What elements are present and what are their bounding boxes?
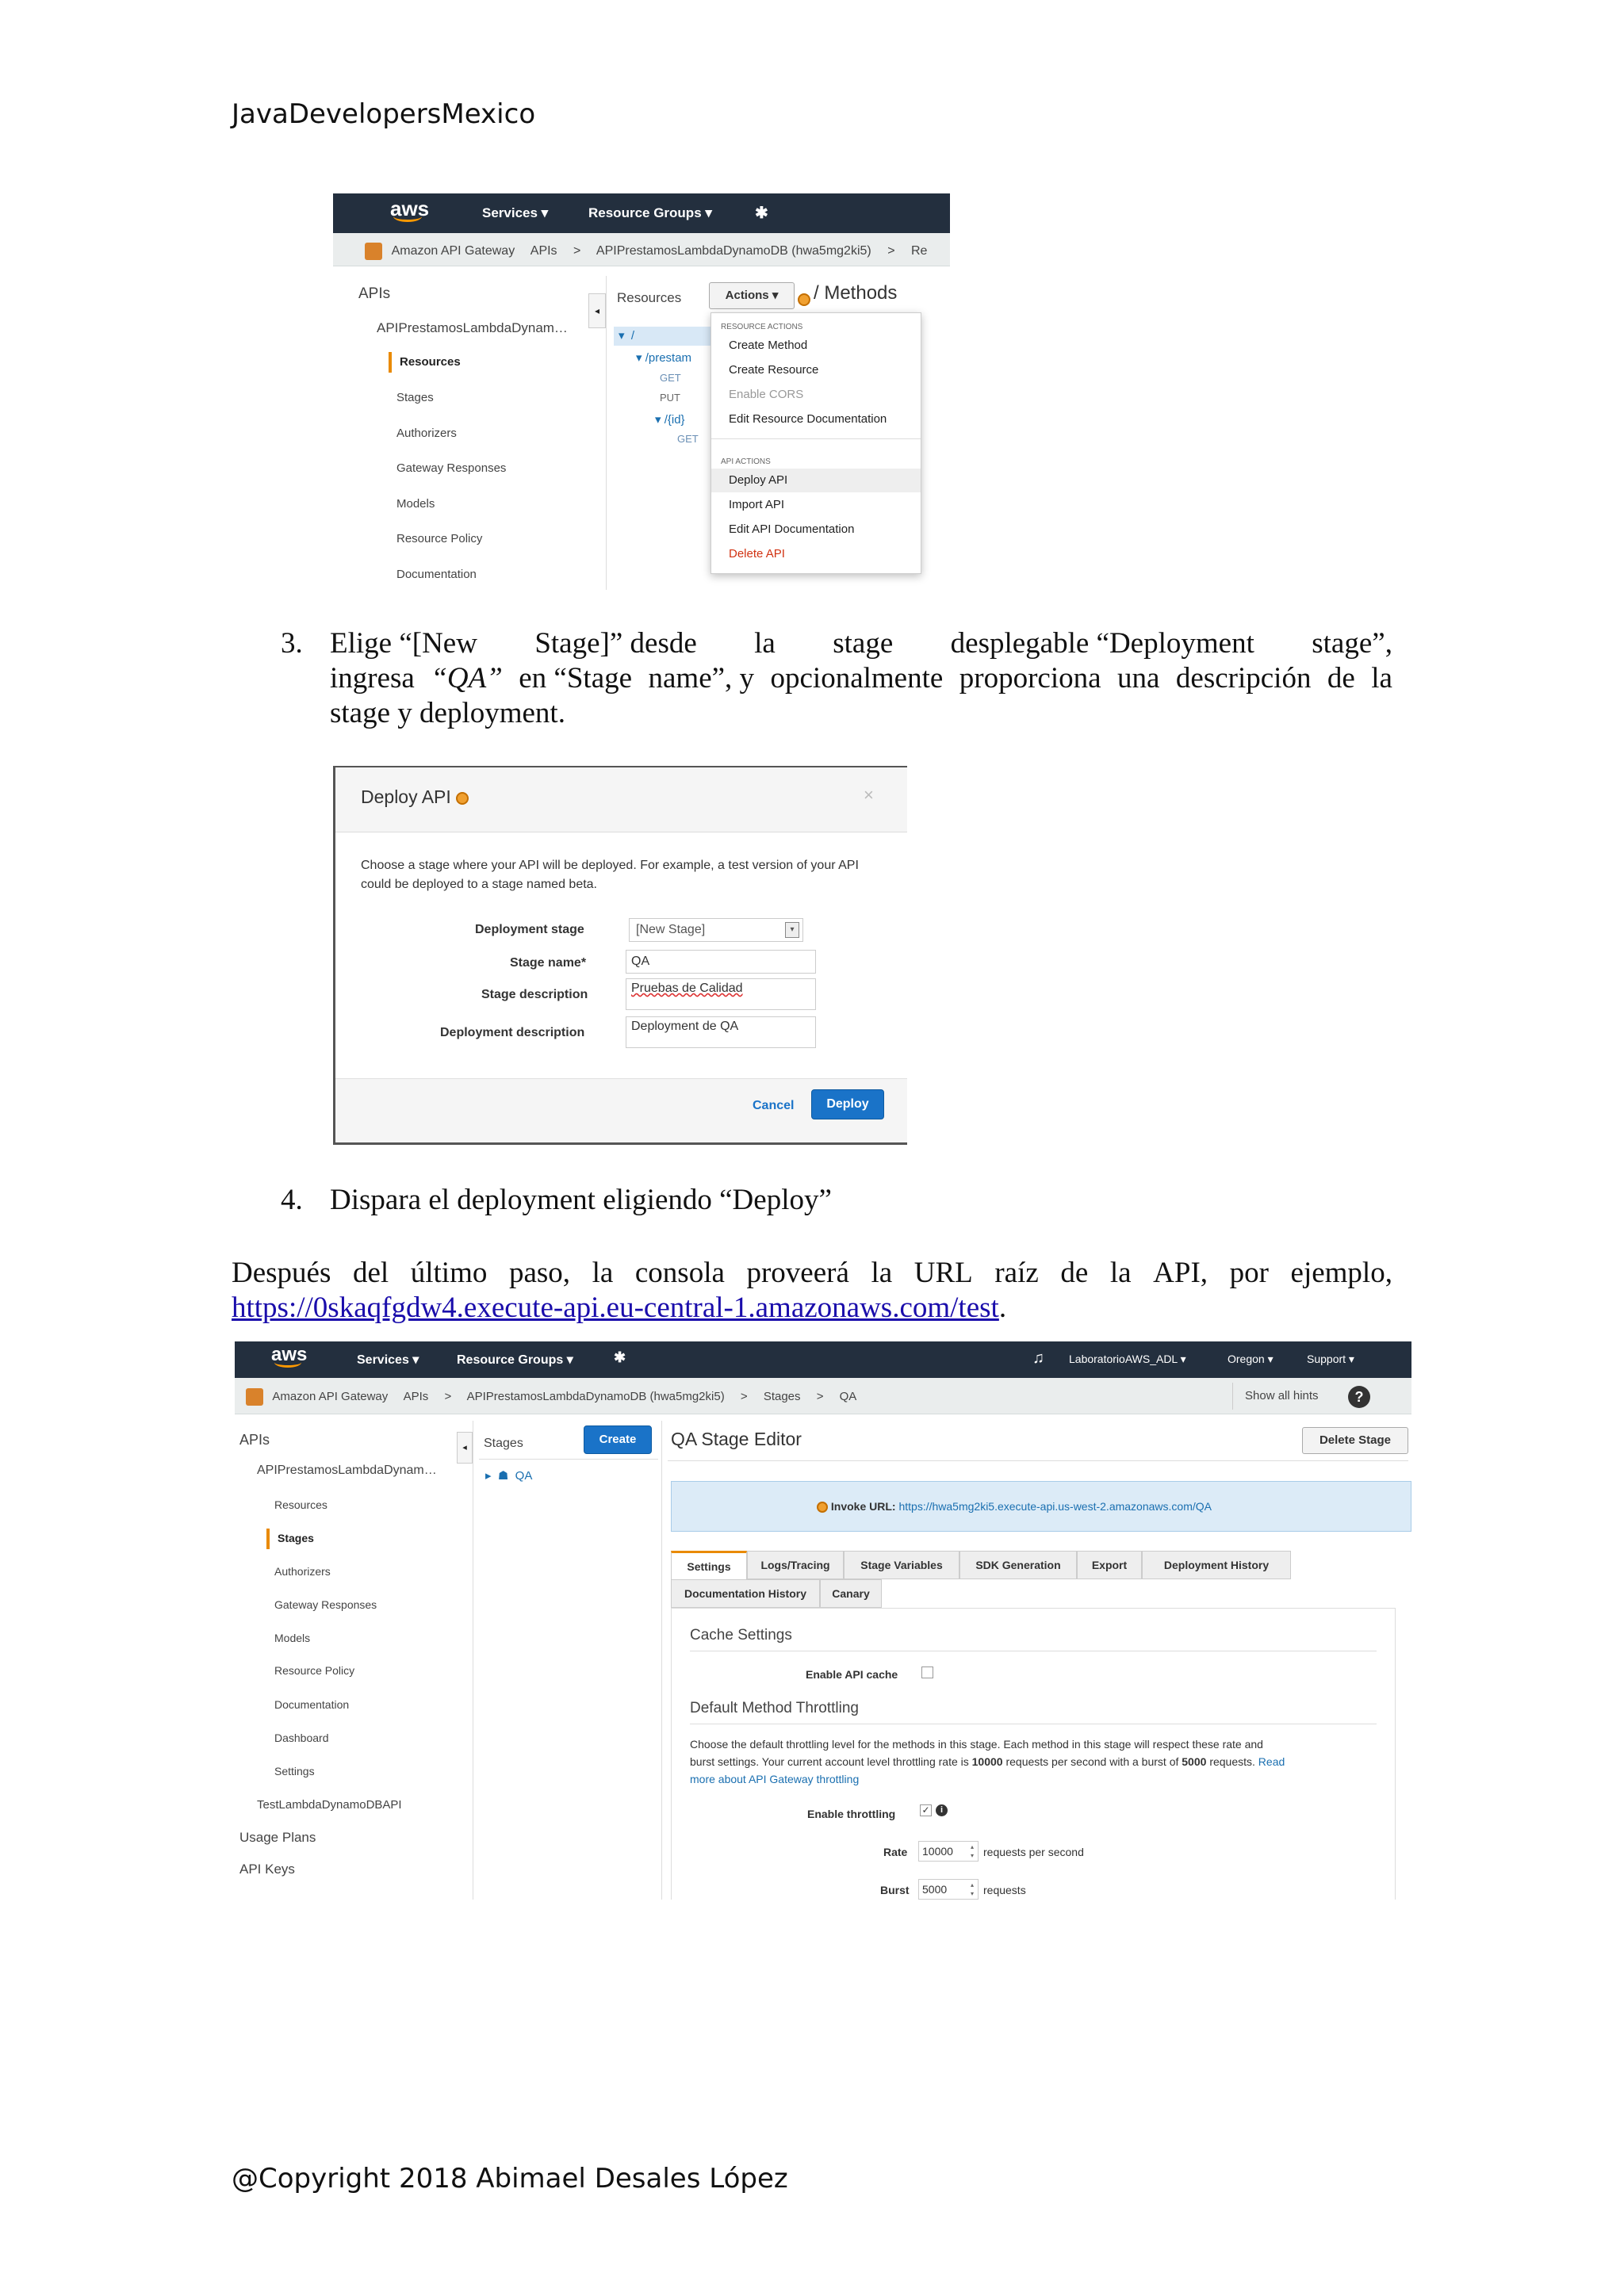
menu-header-api-actions: API ACTIONS [721, 457, 771, 466]
document-header: JavaDevelopersMexico [232, 98, 536, 130]
step-3-word: ingresa [330, 662, 415, 695]
throttling-text: burst settings. Your current account level throttling rate is [690, 1755, 969, 1768]
aws-logo[interactable]: aws [390, 197, 430, 220]
hint-icon [817, 1502, 828, 1513]
sidebar-item-stages[interactable]: Stages [396, 391, 434, 404]
step-3-word: Stage]” desde [534, 627, 697, 660]
deployment-stage-label: Deployment stage [475, 923, 584, 936]
paragraph-word: la [592, 1257, 614, 1289]
throttling-burst-value: 5000 [1182, 1755, 1207, 1768]
paragraph-word: consola [634, 1257, 725, 1289]
aws-logo[interactable]: aws [271, 1344, 308, 1365]
invoke-url-link[interactable]: https://hwa5mg2ki5.execute-api.us-west-2.amazonaws.com/QA [898, 1500, 1212, 1513]
step-3-qa-italic: “QA” [431, 662, 503, 695]
hints-divider [1232, 1383, 1233, 1410]
stage-description-textarea[interactable] [626, 978, 816, 1010]
breadcrumb-separator: > [444, 1389, 452, 1403]
breadcrumb-apis[interactable]: APIs [530, 244, 557, 258]
step-3-word: stage [833, 627, 894, 660]
aws-smile-icon [274, 1357, 301, 1368]
tree-root[interactable]: ▾ / [619, 329, 635, 342]
burst-unit: requests [983, 1884, 1026, 1896]
paragraph-word: último [410, 1257, 488, 1289]
sidebar-item-documentation[interactable]: Documentation [274, 1698, 350, 1711]
hint-icon [456, 792, 469, 805]
breadcrumb-service[interactable]: Amazon API Gateway [272, 1389, 389, 1403]
show-all-hints-link[interactable]: Show all hints [1245, 1389, 1319, 1402]
cancel-button[interactable]: Cancel [753, 1099, 795, 1112]
sidebar-item-models[interactable]: Models [274, 1632, 311, 1644]
breadcrumb-separator: > [740, 1389, 748, 1403]
stage-item-qa[interactable]: ▸ ☗ QA [485, 1469, 533, 1483]
paragraph-word: API, [1153, 1257, 1208, 1289]
delete-stage-button[interactable]: Delete Stage [1302, 1427, 1408, 1454]
tab-deployment-history[interactable]: Deployment History [1142, 1551, 1291, 1579]
help-icon[interactable]: ? [1348, 1386, 1370, 1408]
menu-item-create-method[interactable]: Create Method [729, 339, 808, 352]
sidebar-item-gateway-responses[interactable]: Gateway Responses [274, 1598, 377, 1611]
burst-input[interactable]: 5000 [918, 1879, 979, 1900]
sidebar-active-marker [266, 1529, 270, 1549]
pin-icon[interactable]: ✱ [755, 205, 768, 222]
sidebar-usage-plans[interactable]: Usage Plans [239, 1830, 316, 1845]
menu-header-resource-actions: RESOURCE ACTIONS [721, 323, 803, 331]
stage-description-value: Pruebas de Calidad [631, 982, 743, 995]
stages-pane-right-divider [661, 1421, 662, 1900]
sidebar-item-documentation[interactable]: Documentation [396, 568, 477, 581]
info-icon[interactable]: i [936, 1804, 948, 1816]
deployment-description-label: Deployment description [440, 1026, 585, 1039]
tree-method-get[interactable]: GET [660, 372, 681, 384]
dialog-close-button[interactable]: × [864, 785, 874, 805]
sidebar-item-authorizers[interactable]: Authorizers [274, 1565, 331, 1578]
tree-prestamos[interactable]: ▾ /prestam [636, 351, 692, 365]
stage-name-input[interactable]: QA [626, 950, 816, 974]
paragraph-word: la [1109, 1257, 1132, 1289]
paragraph-word: de [1060, 1257, 1089, 1289]
tab-stage-variables[interactable]: Stage Variables [844, 1551, 959, 1579]
breadcrumb-api[interactable]: APIPrestamosLambdaDynamoDB (hwa5mg2ki5) [466, 1389, 725, 1403]
aws-smile-icon [393, 211, 422, 222]
breadcrumb-truncated[interactable]: Re [910, 244, 928, 258]
step-3-word: en “Stage [519, 662, 633, 695]
step-3-line-1 [330, 626, 1392, 661]
throttling-text-line-2 [690, 1755, 1285, 1768]
collapse-arrow-icon[interactable]: ◂ [457, 1432, 473, 1464]
actions-button[interactable]: Actions ▾ [709, 282, 795, 309]
tab-sdk-generation[interactable]: SDK Generation [959, 1551, 1077, 1579]
paragraph-word: por [1229, 1257, 1269, 1289]
enable-throttling-label: Enable throttling [807, 1808, 896, 1820]
breadcrumb-apis[interactable]: APIs [403, 1389, 429, 1403]
resource-groups-menu[interactable]: Resource Groups ▾ [588, 205, 712, 220]
menu-item-deploy-api[interactable]: Deploy API [729, 473, 788, 487]
tab-canary[interactable]: Canary [820, 1579, 882, 1608]
menu-divider [711, 438, 921, 439]
resource-groups-menu[interactable]: Resource Groups ▾ [457, 1353, 573, 1367]
support-menu[interactable]: Support ▾ [1307, 1353, 1354, 1365]
sidebar-item-models[interactable]: Models [396, 497, 435, 511]
burst-stepper-icon[interactable]: ▴ ▾ [971, 1881, 975, 1897]
breadcrumb-separator: > [573, 244, 581, 258]
account-menu[interactable]: LaboratorioAWS_ADL ▾ [1069, 1353, 1186, 1365]
step-3-word: Elige “[New [330, 627, 477, 660]
rate-unit: requests per second [983, 1846, 1084, 1858]
paragraph-word: proveerá [746, 1257, 849, 1289]
step-3-line-3: stage y deployment. [330, 697, 565, 729]
api-gateway-icon [246, 1388, 263, 1406]
step-3-word: una [1117, 662, 1160, 695]
step-3-word: stage”, [1312, 627, 1392, 660]
breadcrumb [235, 1378, 1411, 1414]
region-menu[interactable]: Oregon ▾ [1228, 1353, 1274, 1365]
paragraph-word: URL [914, 1257, 973, 1289]
services-menu[interactable]: Services ▾ [357, 1353, 419, 1367]
pin-icon[interactable]: ✱ [614, 1349, 626, 1365]
stage-icon: ☗ [497, 1469, 509, 1483]
invoke-url-label: Invoke URL: [830, 1500, 896, 1513]
deployment-description-textarea[interactable]: Deployment de QA [626, 1016, 816, 1048]
rate-label: Rate [883, 1846, 908, 1858]
enable-api-cache-label: Enable API cache [806, 1668, 898, 1681]
hint-icon [798, 293, 810, 306]
rate-stepper-icon[interactable]: ▴ ▾ [971, 1843, 975, 1859]
breadcrumb-separator: > [816, 1389, 824, 1403]
step-3-word: desplegable “Deployment [950, 627, 1254, 660]
breadcrumb-service[interactable]: Amazon API Gateway [391, 244, 515, 258]
read-more-link[interactable]: Read [1258, 1755, 1285, 1768]
breadcrumb [333, 233, 950, 266]
editor-title-divider [668, 1460, 1408, 1461]
breadcrumb-api[interactable]: APIPrestamosLambdaDynamoDB (hwa5mg2ki5) [596, 244, 871, 258]
enable-api-cache-checkbox[interactable] [921, 1667, 933, 1678]
tab-logs-tracing[interactable]: Logs/Tracing [747, 1551, 844, 1579]
collapse-arrow-icon[interactable]: ◂ [588, 293, 606, 328]
paragraph-word: del [352, 1257, 389, 1289]
sidebar-apis[interactable]: APIs [239, 1432, 270, 1448]
step-3-line-2 [330, 661, 1392, 696]
paragraph-word: Después [232, 1257, 331, 1289]
menu-item-enable-cors: Enable CORS [729, 388, 804, 401]
menu-item-import-api[interactable]: Import API [729, 498, 785, 511]
deployment-stage-select[interactable]: [New Stage] ▾ [629, 918, 803, 942]
sidebar-api-keys[interactable]: API Keys [239, 1862, 295, 1877]
aws-top-nav [333, 193, 950, 233]
tab-documentation-history[interactable]: Documentation History [671, 1579, 820, 1608]
after-paragraph-line-2 [232, 1291, 1006, 1326]
sidebar-item-settings[interactable]: Settings [274, 1765, 315, 1777]
actions-dropdown-menu [710, 312, 921, 574]
tab-settings[interactable]: Settings [671, 1551, 747, 1579]
screenshot-actions-menu [333, 193, 950, 590]
step-3-word: de [1327, 662, 1355, 695]
dialog-description: Choose a stage where your API will be deployed. For example, a test version of your API could be deployed to a stage named beta. [361, 859, 859, 891]
step-3-word: la [1371, 662, 1392, 695]
chevron-down-icon: ▾ [785, 922, 799, 938]
breadcrumb-stages[interactable]: Stages [763, 1389, 801, 1403]
step-3-word: opcionalmente [770, 662, 944, 695]
editor-title: QA Stage Editor [671, 1429, 802, 1449]
tree-id[interactable]: ▾ /{id} [655, 413, 685, 427]
menu-item-create-resource[interactable]: Create Resource [729, 363, 819, 377]
sidebar-item-resources[interactable]: Resources [400, 355, 461, 369]
after-paragraph-line-1 [232, 1256, 1392, 1291]
dialog-title: Deploy API [361, 786, 469, 808]
sidebar-active-marker [389, 352, 392, 373]
sidebar-item-resource-policy[interactable]: Resource Policy [274, 1664, 355, 1677]
step-3-number: 3. [281, 627, 303, 660]
menu-item-edit-api-documentation[interactable]: Edit API Documentation [729, 522, 855, 536]
enable-throttling-checkbox[interactable]: ✓ [920, 1804, 932, 1816]
tree-method-get-id[interactable]: GET [677, 433, 699, 445]
paragraph-period: . [998, 1292, 1007, 1324]
deploy-button[interactable]: Deploy [811, 1089, 884, 1119]
read-more-link-line-2[interactable]: more about API Gateway throttling [690, 1773, 860, 1785]
sidebar-item-gateway-responses[interactable]: Gateway Responses [396, 461, 507, 475]
sidebar-api-name[interactable]: APIPrestamosLambdaDynam… [257, 1464, 437, 1477]
methods-title: / Methods [814, 282, 898, 304]
breadcrumb-separator: > [887, 244, 895, 258]
throttling-text: requests. [1209, 1755, 1255, 1768]
paragraph-word: ejemplo, [1290, 1257, 1392, 1289]
resources-label: Resources [617, 290, 682, 305]
tree-method-put[interactable]: PUT [660, 392, 680, 404]
create-stage-button[interactable]: Create [584, 1425, 652, 1454]
menu-item-delete-api[interactable]: Delete API [729, 547, 785, 561]
aws-top-nav [235, 1341, 1411, 1378]
paragraph-word: raíz [994, 1257, 1039, 1289]
cache-settings-title: Cache Settings [690, 1627, 792, 1644]
sidebar-item-resource-policy[interactable]: Resource Policy [396, 532, 483, 545]
throttling-rate-value: 10000 [971, 1755, 1003, 1768]
paragraph-word: la [871, 1257, 893, 1289]
menu-item-edit-resource-documentation[interactable]: Edit Resource Documentation [729, 412, 887, 426]
stage-description-label: Stage description [481, 988, 588, 1001]
step-4-number: 4. [281, 1184, 303, 1216]
step-3-word: proporciona [959, 662, 1101, 695]
services-menu[interactable]: Services ▾ [482, 205, 549, 220]
step-3-word: name”, y [648, 662, 755, 695]
bell-icon[interactable]: ♫ [1032, 1349, 1044, 1367]
throttling-title: Default Method Throttling [690, 1700, 859, 1716]
stages-label: Stages [484, 1437, 523, 1450]
screenshot-stage-editor [235, 1341, 1411, 1900]
document-footer: @Copyright 2018 Abimael Desales López [232, 2163, 788, 2195]
stages-pane-divider [479, 1459, 658, 1460]
step-3-word: descripción [1175, 662, 1312, 695]
burst-label: Burst [880, 1884, 910, 1896]
throttling-text: requests per second with a burst of [1005, 1755, 1179, 1768]
sidebar-item-authorizers[interactable]: Authorizers [396, 427, 457, 440]
tab-export[interactable]: Export [1077, 1551, 1142, 1579]
step-3-word: la [754, 627, 776, 660]
sidebar-item-dashboard[interactable]: Dashboard [274, 1732, 329, 1744]
example-url-link[interactable]: https://0skaqfgdw4.execute-api.eu-central-1.amazonaws.com/test [232, 1292, 999, 1324]
breadcrumb-qa[interactable]: QA [839, 1389, 857, 1403]
api-gateway-icon [365, 243, 382, 260]
invoke-url-line [817, 1500, 1212, 1513]
stage-name-label: Stage name* [510, 956, 587, 970]
sidebar-api-name[interactable]: APIPrestamosLambdaDynam… [377, 320, 568, 335]
sidebar-item-resources[interactable]: Resources [274, 1498, 327, 1511]
sidebar-divider [606, 276, 607, 590]
sidebar-apis[interactable]: APIs [358, 285, 391, 302]
paragraph-word: paso, [508, 1257, 571, 1289]
rate-input[interactable]: 10000 [918, 1841, 979, 1862]
screenshot-deploy-dialog [333, 766, 907, 1145]
throttling-text-line-1: Choose the default throttling level for the methods in this stage. Each method in this stage will respect these rate and [690, 1738, 1263, 1751]
sidebar-other-api[interactable]: TestLambdaDynamoDBAPI [257, 1798, 402, 1812]
step-4-text: Dispara el deployment eligiendo “Deploy” [330, 1184, 832, 1216]
sidebar-item-stages[interactable]: Stages [278, 1532, 314, 1544]
